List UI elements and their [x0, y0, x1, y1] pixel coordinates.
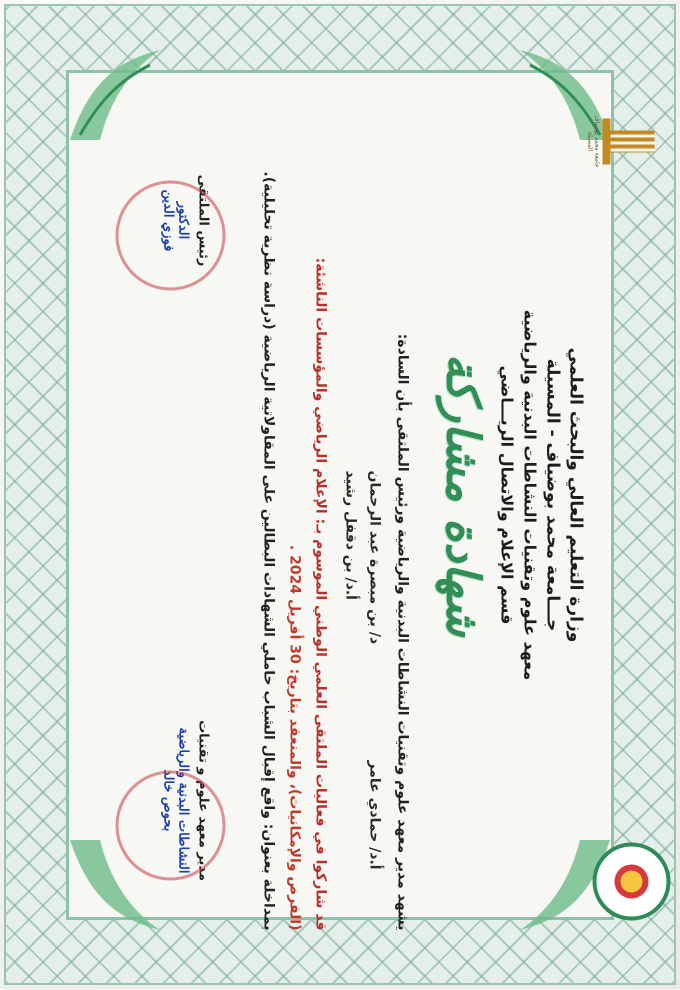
chair-signature: الدكتور فوزي الدين: [161, 121, 191, 321]
certificate-content: [1, 1, 680, 990]
official-seal-icon: [116, 771, 226, 881]
participant-name: د/ بن مبصرة عبد الرحمان: [367, 471, 383, 645]
intro-text: يشهد مدير معهد علوم وتقنيات النشاطات البدنية والرياضية ورئيس الملتقى بأن السادة:: [395, 61, 411, 931]
topic-text: [287, 61, 303, 931]
university-title: جـــامعة محمد بوضياف - المسيلة: [543, 1, 563, 990]
official-seal-icon: [116, 181, 226, 291]
participation-text: قد شاركوا في فعاليات الملتقى العلمي الوطني الموسوم بـ: الإعلام الرياضي والمؤسسات الناشئة:: [313, 61, 329, 931]
institute-logo-icon: [593, 843, 671, 921]
university-logo-icon: جامعة محمد بوضياف المسيلة: [591, 111, 661, 171]
dean-signature: النشاطات البدنية والرياضية بحوص خالد: [161, 701, 191, 901]
dean-label: مدير معهد علوم و تقنيات: [196, 701, 211, 901]
chair-label: رئيس الملتقى: [196, 121, 211, 321]
ministry-title: وزارة التعليم العالي والبحث العلمي: [566, 1, 586, 990]
participant-name: أ.د/ حمادي عامر: [367, 761, 383, 870]
participant-name: أ.د/ بن دقفل رشيد: [343, 471, 359, 600]
department-title: قسم الإعلام والاتصال الريـــاضي: [498, 1, 517, 990]
paper-title: بمداخلة بعنوان: واقع إقبال الشباب حاملي الشهادات البطالين على المقاولاتية الرياضية (دراسة نظرية تحليلية).: [261, 61, 277, 931]
certificate-heading: شهادة مشاركة: [437, 1, 491, 990]
topic-part: (الفرص والإمكانيات)، والمنعقد بتاريخ: 30 أفريل 2024 .: [287, 545, 303, 931]
institute-title: معهد علوم وتقنيات النشاطات البدنية والرياضية: [521, 1, 540, 990]
